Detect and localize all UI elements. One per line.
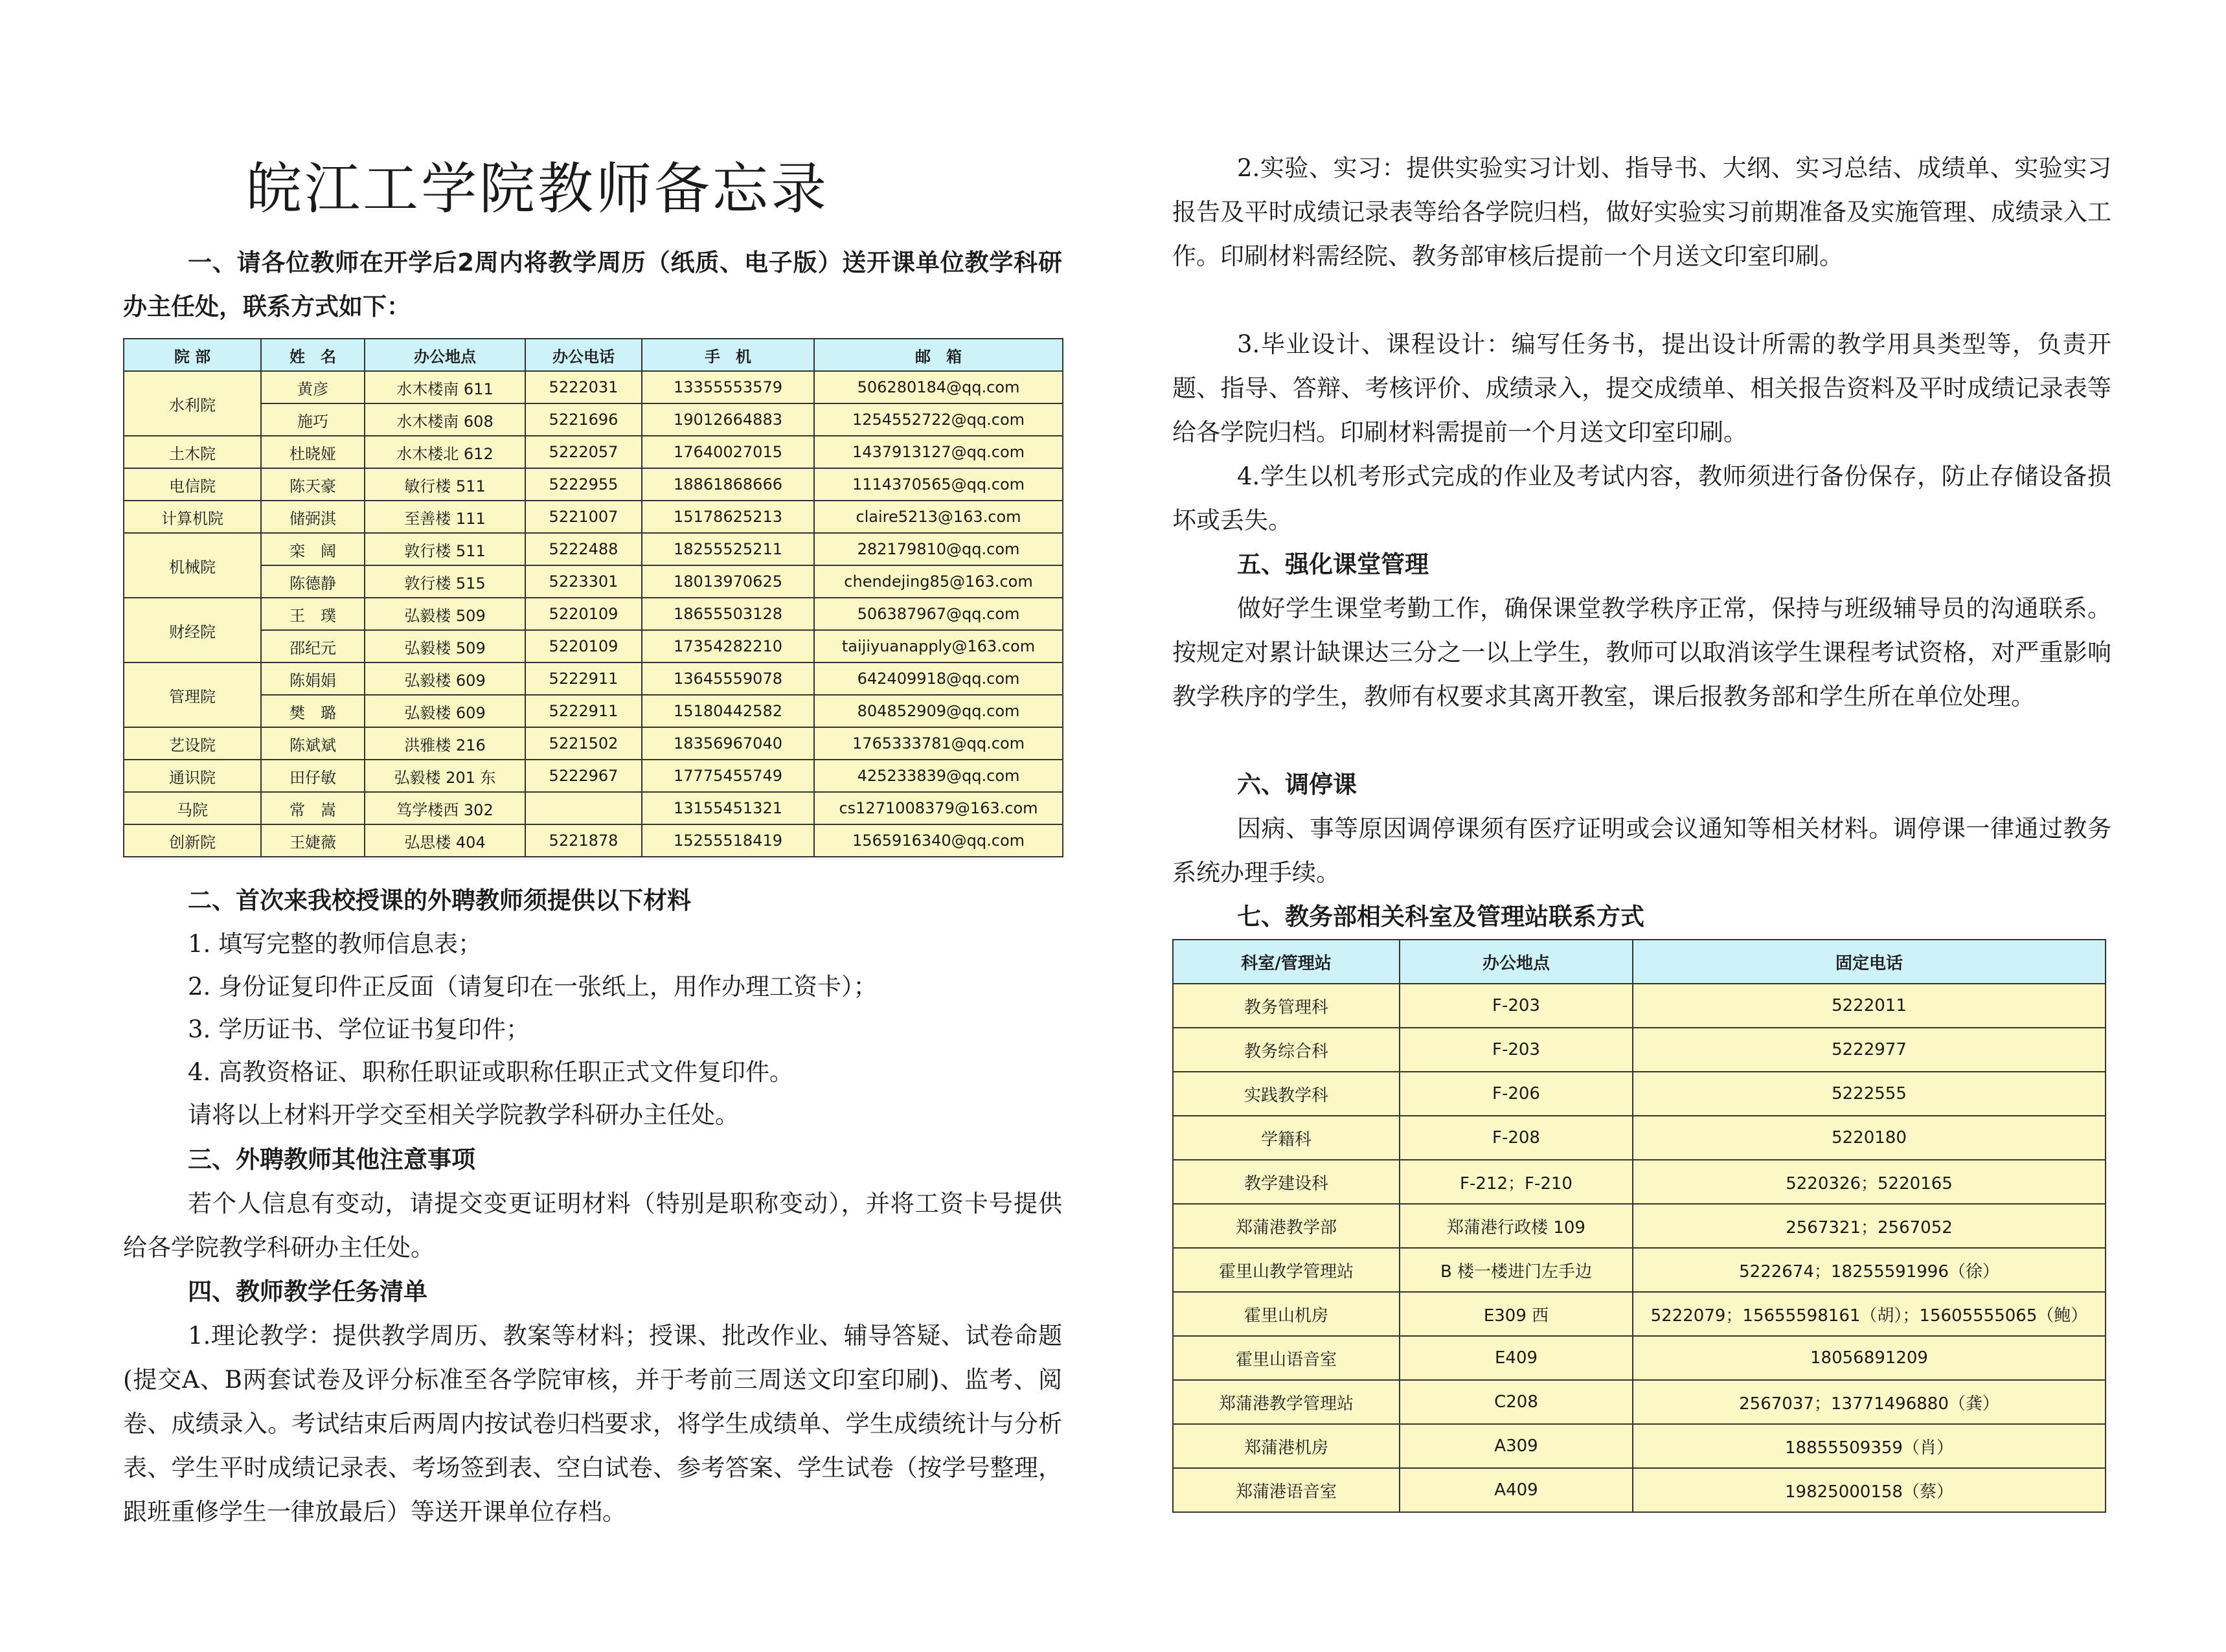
mobile-cell: 19012664883 <box>642 403 814 436</box>
table-row <box>124 727 1063 760</box>
office-name-cell: 学籍科 <box>1173 1116 1400 1160</box>
email-cell: cs1271008379@163.com <box>814 792 1063 824</box>
section-6-heading: 六、调停课 <box>1237 771 1357 798</box>
phone-cell: 5220326；5220165 <box>1633 1160 2106 1204</box>
name-cell: 陈娟娟 <box>261 662 365 695</box>
table-row <box>1173 1072 2106 1116</box>
section-1-text: 一、请各位教师在开学后2周内将教学周历（纸质、电子版）送开课单位教学科研办主任处，联系方式如下： <box>123 249 1062 321</box>
phone-cell: 5222674；18255591996（徐） <box>1633 1248 2106 1292</box>
table-row <box>124 760 1063 792</box>
office-phone-cell: 5220109 <box>525 630 642 662</box>
office-cell: 弘毅楼 509 <box>365 630 525 662</box>
section-2-heading: 二、首次来我校授课的外聘教师须提供以下材料 <box>188 887 691 914</box>
mobile-cell: 17640027015 <box>642 436 814 468</box>
office-table-header <box>1173 940 2106 984</box>
phone-cell: 18855509359（肖） <box>1633 1424 2106 1468</box>
email-cell: 425233839@qq.com <box>814 760 1063 792</box>
phone-cell: 19825000158（蔡） <box>1633 1468 2106 1512</box>
office-cell: 弘毅楼 201 东 <box>365 760 525 792</box>
section-6-text: 因病、事等原因调停课须有医疗证明或会议通知等相关材料。调停课一律通过教务系统办理手续。 <box>1172 815 2111 887</box>
section-7-heading: 七、教务部相关科室及管理站联系方式 <box>1237 903 1644 931</box>
office-name-cell: 郑蒲港教学管理站 <box>1173 1380 1400 1424</box>
office-phone-cell: 5220109 <box>525 598 642 630</box>
table-row <box>1173 1336 2106 1380</box>
department-cell: 通识院 <box>124 760 261 792</box>
email-cell: 804852909@qq.com <box>814 695 1063 727</box>
mobile-cell: 18655503128 <box>642 598 814 630</box>
section-5-heading: 五、强化课堂管理 <box>1237 550 1429 578</box>
office-cell: 弘毅楼 609 <box>365 695 525 727</box>
location-cell: F-212；F-210 <box>1400 1160 1633 1204</box>
table-row <box>124 662 1063 695</box>
mobile-cell: 13645559078 <box>642 662 814 695</box>
name-cell: 常 嵩 <box>261 792 365 824</box>
column-header: 邮 箱 <box>814 339 1063 371</box>
mobile-cell: 17775455749 <box>642 760 814 792</box>
email-cell: chendejing85@163.com <box>814 565 1063 598</box>
office-name-cell: 郑蒲港语音室 <box>1173 1468 1400 1512</box>
mobile-cell: 18013970625 <box>642 565 814 598</box>
name-cell: 黄彦 <box>261 371 365 403</box>
email-cell: 1565916340@qq.com <box>814 824 1063 857</box>
office-cell: 敦行楼 515 <box>365 565 525 598</box>
office-cell: 弘毅楼 609 <box>365 662 525 695</box>
column-header: 办公地点 <box>1400 940 1633 984</box>
department-cell: 计算机院 <box>124 501 261 533</box>
mobile-cell: 15178625213 <box>642 501 814 533</box>
department-cell: 马院 <box>124 792 261 824</box>
name-cell: 王婕薇 <box>261 824 365 857</box>
table-row <box>124 565 1063 598</box>
name-cell: 陈斌斌 <box>261 727 365 760</box>
mobile-cell: 18255525211 <box>642 533 814 565</box>
office-cell: 水木楼南 611 <box>365 371 525 403</box>
location-cell: F-206 <box>1400 1072 1633 1116</box>
table-row <box>124 598 1063 630</box>
column-header: 手 机 <box>642 339 814 371</box>
department-cell: 财经院 <box>124 598 261 662</box>
email-cell: 282179810@qq.com <box>814 533 1063 565</box>
material-item-1: 1. 填写完整的教师信息表； <box>188 930 483 958</box>
table-row <box>124 371 1063 403</box>
office-cell: 洪雅楼 216 <box>365 727 525 760</box>
office-name-cell: 教务综合科 <box>1173 1028 1400 1072</box>
name-cell: 樊 璐 <box>261 695 365 727</box>
table-row <box>124 468 1063 501</box>
office-phone-cell: 5223301 <box>525 565 642 598</box>
department-cell: 机械院 <box>124 533 261 598</box>
table-row <box>1173 1380 2106 1424</box>
email-cell: taijiyuanapply@163.com <box>814 630 1063 662</box>
office-cell: 敦行楼 511 <box>365 533 525 565</box>
column-header: 科室/管理站 <box>1173 940 1400 984</box>
table-row <box>124 501 1063 533</box>
material-item-3: 3. 学历证书、学位证书复印件； <box>188 1015 530 1043</box>
section-3-heading: 三、外聘教师其他注意事项 <box>188 1146 475 1173</box>
name-cell: 储弼淇 <box>261 501 365 533</box>
office-phone-cell: 5222911 <box>525 662 642 695</box>
office-cell: 弘毅楼 509 <box>365 598 525 630</box>
table-row <box>124 436 1063 468</box>
office-contact-table <box>1172 939 2106 1513</box>
office-phone-cell: 5221502 <box>525 727 642 760</box>
phone-cell: 5222977 <box>1633 1028 2106 1072</box>
department-cell: 艺设院 <box>124 727 261 760</box>
table-row <box>1173 1204 2106 1248</box>
name-cell: 陈天豪 <box>261 468 365 501</box>
phone-cell: 18056891209 <box>1633 1336 2106 1380</box>
section-3-text: 若个人信息有变动，请提交变更证明材料（特别是职称变动），并将工资卡号提供给各学院教学科研办主任处。 <box>123 1190 1062 1262</box>
table-row <box>1173 984 2106 1028</box>
email-cell: claire5213@163.com <box>814 501 1063 533</box>
email-cell: 642409918@qq.com <box>814 662 1063 695</box>
phone-cell: 2567321；2567052 <box>1633 1204 2106 1248</box>
office-cell: 弘思楼 404 <box>365 824 525 857</box>
office-cell: 水木楼北 612 <box>365 436 525 468</box>
name-cell: 邵纪元 <box>261 630 365 662</box>
contact-table <box>123 338 1063 857</box>
location-cell: F-203 <box>1400 984 1633 1028</box>
office-phone-cell: 5221696 <box>525 403 642 436</box>
department-cell: 土木院 <box>124 436 261 468</box>
name-cell: 田仔敏 <box>261 760 365 792</box>
department-cell: 水利院 <box>124 371 261 436</box>
column-header: 院 部 <box>124 339 261 371</box>
office-phone-cell: 5222031 <box>525 371 642 403</box>
material-item-2: 2. 身份证复印件正反面（请复印在一张纸上，用作办理工资卡）； <box>188 973 878 1001</box>
section-4-heading: 四、教师教学任务清单 <box>188 1278 427 1306</box>
phone-cell: 5220180 <box>1633 1116 2106 1160</box>
office-cell: 至善楼 111 <box>365 501 525 533</box>
name-cell: 施巧 <box>261 403 365 436</box>
column-header: 办公地点 <box>365 339 525 371</box>
mobile-cell: 15180442582 <box>642 695 814 727</box>
mobile-cell: 18356967040 <box>642 727 814 760</box>
table-row <box>1173 1248 2106 1292</box>
mobile-cell: 18861868666 <box>642 468 814 501</box>
email-cell: 506280184@qq.com <box>814 371 1063 403</box>
phone-cell: 5222079；15655598161（胡）；15605555065（鲍） <box>1633 1292 2106 1336</box>
office-phone-cell: 5221878 <box>525 824 642 857</box>
section-5-text: 做好学生课堂考勤工作，确保课堂教学秩序正常，保持与班级辅导员的沟通联系。按规定对累计缺课达三分之一以上学生，教师可以取消该学生课程考试资格，对严重影响教学秩序的学生，教师有权要求其离开教室，课后报教务部和学生所在单位处理。 <box>1172 594 2111 710</box>
table-row <box>1173 1468 2106 1512</box>
table-row <box>1173 1028 2106 1072</box>
office-phone-cell: 5222955 <box>525 468 642 501</box>
table-row <box>124 533 1063 565</box>
office-phone-cell: 5222911 <box>525 695 642 727</box>
location-cell: E409 <box>1400 1336 1633 1380</box>
material-note: 请将以上材料开学交至相关学院教学科研办主任处。 <box>188 1101 739 1129</box>
email-cell: 1114370565@qq.com <box>814 468 1063 501</box>
mobile-cell: 13155451321 <box>642 792 814 824</box>
office-name-cell: 教务管理科 <box>1173 984 1400 1028</box>
table-row <box>124 695 1063 727</box>
task-item-3: 3.毕业设计、课程设计：编写任务书，提出设计所需的教学用具类型等，负责开题、指导、答辩、考核评价、成绩录入，提交成绩单、相关报告资料及平时成绩记录表等给各学院归档。印刷材料需提前一个月送文印室印刷。 <box>1172 330 2111 446</box>
location-cell: B 楼一楼进门左手边 <box>1400 1248 1633 1292</box>
mobile-cell: 15255518419 <box>642 824 814 857</box>
office-name-cell: 郑蒲港教学部 <box>1173 1204 1400 1248</box>
location-cell: A409 <box>1400 1468 1633 1512</box>
email-cell: 1437913127@qq.com <box>814 436 1063 468</box>
office-cell: 笃学楼西 302 <box>365 792 525 824</box>
office-phone-cell: 5222057 <box>525 436 642 468</box>
column-header: 固定电话 <box>1633 940 2106 984</box>
location-cell: F-208 <box>1400 1116 1633 1160</box>
office-phone-cell: 5222488 <box>525 533 642 565</box>
email-cell: 506387967@qq.com <box>814 598 1063 630</box>
location-cell: E309 西 <box>1400 1292 1633 1336</box>
name-cell: 栾 阔 <box>261 533 365 565</box>
office-name-cell: 霍里山机房 <box>1173 1292 1400 1336</box>
mobile-cell: 17354282210 <box>642 630 814 662</box>
table-row <box>1173 1160 2106 1204</box>
material-item-4: 4. 高教资格证、职称任职证或职称任职正式文件复印件。 <box>188 1058 794 1086</box>
office-name-cell: 霍里山语音室 <box>1173 1336 1400 1380</box>
name-cell: 杜晓娅 <box>261 436 365 468</box>
page-title: 皖江工学院教师备忘录 <box>246 157 829 221</box>
phone-cell: 5222011 <box>1633 984 2106 1028</box>
task-item-4: 4.学生以机考形式完成的作业及考试内容，教师须进行备份保存，防止存储设备损坏或丢失。 <box>1172 462 2111 534</box>
table-row <box>124 824 1063 857</box>
name-cell: 王 璞 <box>261 598 365 630</box>
table-row <box>124 792 1063 824</box>
location-cell: A309 <box>1400 1424 1633 1468</box>
email-cell: 1254552722@qq.com <box>814 403 1063 436</box>
office-phone-cell: 5221007 <box>525 501 642 533</box>
mobile-cell: 13355553579 <box>642 371 814 403</box>
office-phone-cell <box>525 792 642 824</box>
department-cell: 管理院 <box>124 662 261 727</box>
phone-cell: 2567037；13771496880（龚） <box>1633 1380 2106 1424</box>
phone-cell: 5222555 <box>1633 1072 2106 1116</box>
location-cell: 郑蒲港行政楼 109 <box>1400 1204 1633 1248</box>
table-row <box>1173 1116 2106 1160</box>
name-cell: 陈德静 <box>261 565 365 598</box>
department-cell: 电信院 <box>124 468 261 501</box>
task-item-2: 2.实验、实习：提供实验实习计划、指导书、大纲、实习总结、成绩单、实验实习报告及平时成绩记录表等给各学院归档，做好实验实习前期准备及实施管理、成绩录入工作。印刷材料需经院、教务部审核后提前一个月送文印室印刷。 <box>1172 154 2111 270</box>
office-cell: 水木楼南 608 <box>365 403 525 436</box>
office-name-cell: 郑蒲港机房 <box>1173 1424 1400 1468</box>
office-name-cell: 霍里山教学管理站 <box>1173 1248 1400 1292</box>
table-row <box>124 630 1063 662</box>
table-row <box>1173 1424 2106 1468</box>
table-row <box>124 403 1063 436</box>
office-name-cell: 教学建设科 <box>1173 1160 1400 1204</box>
email-cell: 1765333781@qq.com <box>814 727 1063 760</box>
section-4-text: 1.理论教学：提供教学周历、教案等材料；授课、批改作业、辅导答疑、试卷命题(提交A、B两套试卷及评分标准至各学院审核，并于考前三周送文印室印刷)、监考、阅卷、成绩录入。考试结束后两周内按试卷归档要求，将学生成绩单、学生成绩统计与分析表、学生平时成绩记录表、考场签到表、空白试卷、参考答案、学生试卷（按学号整理，跟班重修学生一律放最后）等送开课单位存档。 <box>123 1322 1062 1526</box>
office-phone-cell: 5222967 <box>525 760 642 792</box>
office-cell: 敏行楼 511 <box>365 468 525 501</box>
location-cell: F-203 <box>1400 1028 1633 1072</box>
department-cell: 创新院 <box>124 824 261 857</box>
office-name-cell: 实践教学科 <box>1173 1072 1400 1116</box>
column-header: 姓 名 <box>261 339 365 371</box>
column-header: 办公电话 <box>525 339 642 371</box>
table-row <box>1173 1292 2106 1336</box>
location-cell: C208 <box>1400 1380 1633 1424</box>
contact-table-header <box>124 339 1063 371</box>
